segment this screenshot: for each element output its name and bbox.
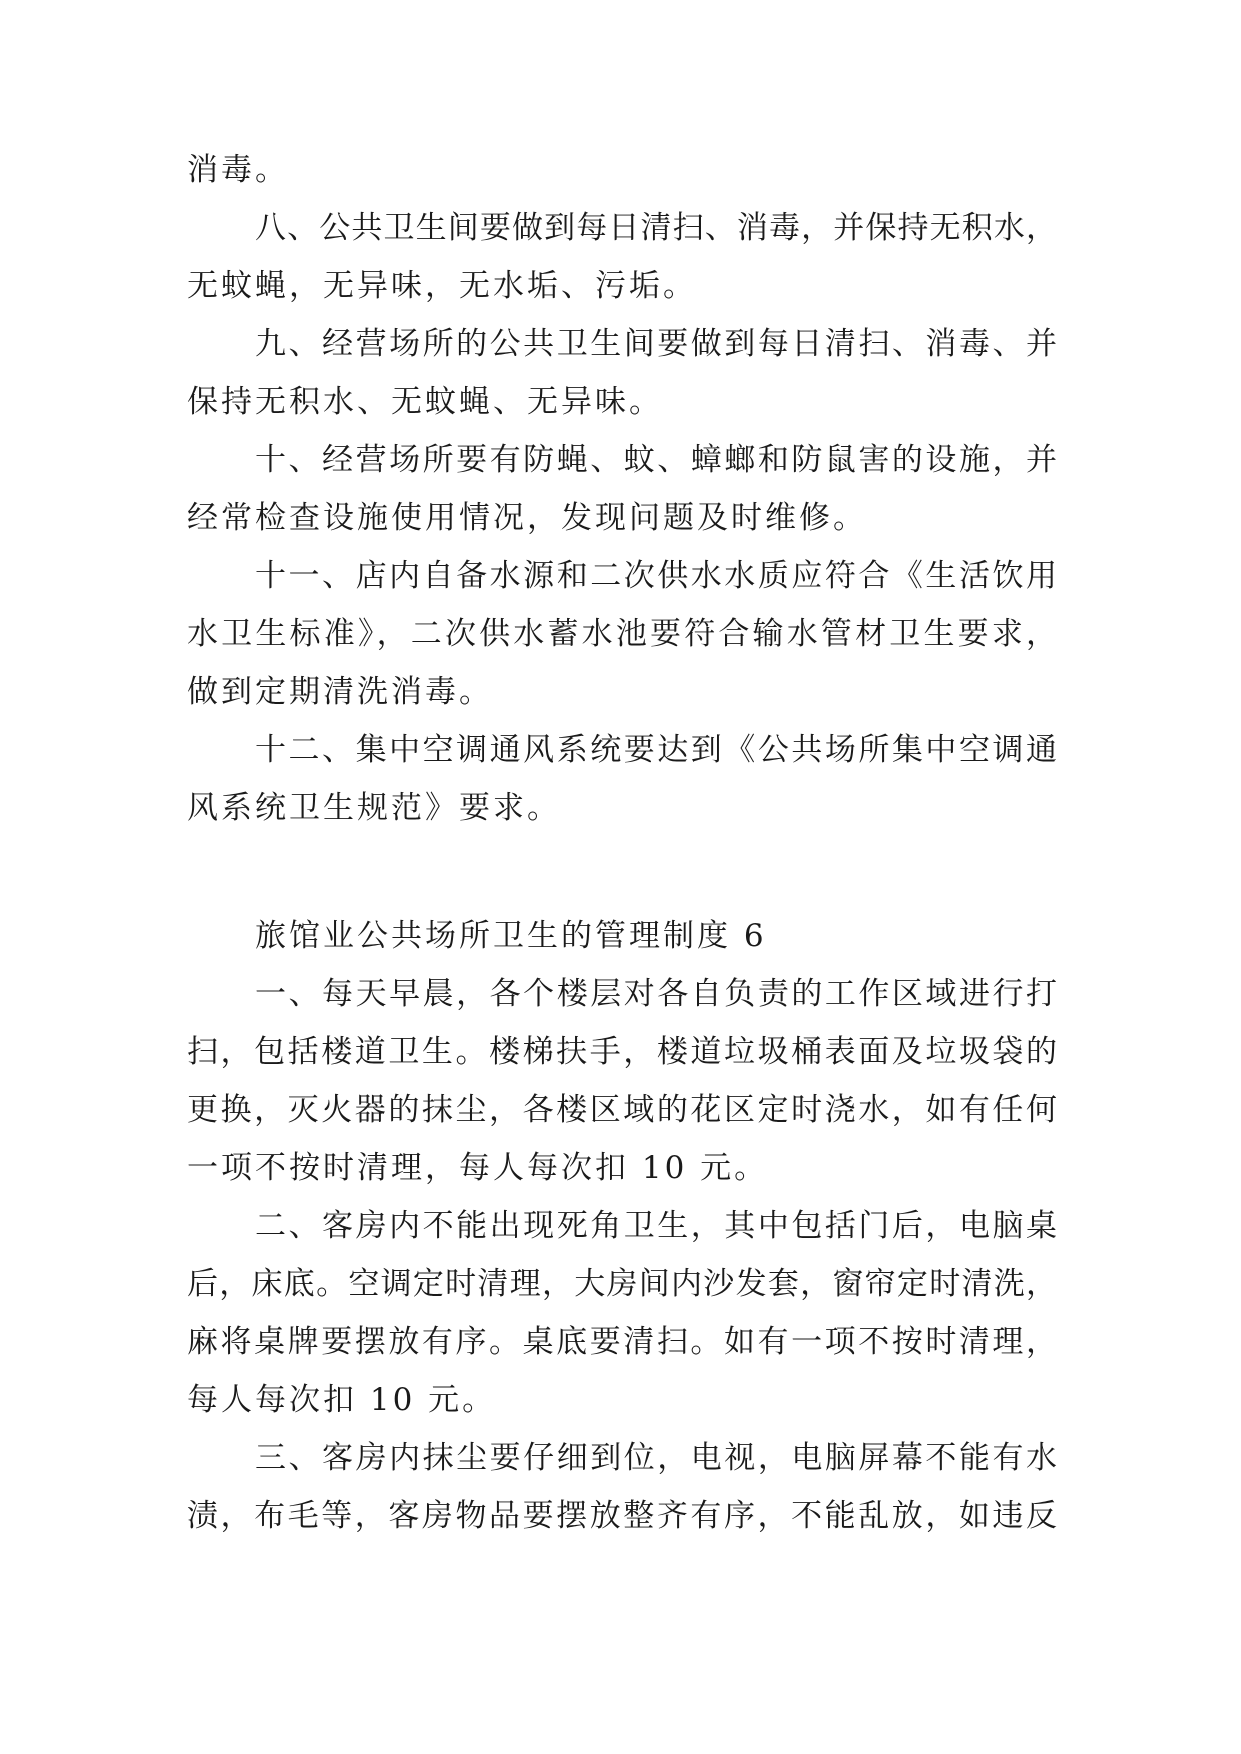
text-line: 八、公共卫生间要做到每日清扫、消毒，并保持无积水， [255, 210, 1057, 246]
text-line: 无蚊蝇，无异味，无水垢、污垢。 [187, 268, 697, 304]
text-line: 麻将桌牌要摆放有序。桌底要清扫。如有一项不按时清理， [187, 1324, 1057, 1360]
text-line: 扫，包括楼道卫生。楼梯扶手，楼道垃圾桶表面及垃圾袋的 [187, 1034, 1057, 1070]
text-line: 十二、集中空调通风系统要达到《公共场所集中空调通 [255, 732, 1057, 768]
text-line: 九、经营场所的公共卫生间要做到每日清扫、消毒、并 [255, 326, 1057, 362]
text-line: 十、经营场所要有防蝇、蚊、蟑螂和防鼠害的设施，并 [255, 442, 1057, 478]
text-line: 风系统卫生规范》要求。 [187, 790, 561, 826]
text-line: 三、客房内抹尘要仔细到位，电视，电脑屏幕不能有水 [255, 1440, 1057, 1476]
text-line: 更换，灭火器的抹尘，各楼区域的花区定时浇水，如有任何 [187, 1092, 1057, 1128]
text-line: 水卫生标准》，二次供水蓄水池要符合输水管材卫生要求， [187, 616, 1057, 652]
text-line: 二、客房内不能出现死角卫生，其中包括门后，电脑桌 [255, 1208, 1057, 1244]
text-line: 十一、店内自备水源和二次供水水质应符合《生活饮用 [255, 558, 1057, 594]
text-line: 保持无积水、无蚊蝇、无异味。 [187, 384, 663, 420]
text-line: 每人每次扣 10 元。 [187, 1382, 497, 1418]
text-line: 消毒。 [187, 152, 289, 188]
text-line: 经常检查设施使用情况，发现问题及时维修。 [187, 500, 867, 536]
text-line: 一项不按时清理，每人每次扣 10 元。 [187, 1150, 769, 1186]
text-line: 一、每天早晨，各个楼层对各自负责的工作区域进行打 [255, 976, 1057, 1012]
text-line: 渍，布毛等，客房物品要摆放整齐有序，不能乱放，如违反 [187, 1498, 1057, 1534]
text-line: 做到定期清洗消毒。 [187, 674, 493, 710]
text-line: 后，床底。空调定时清理，大房间内沙发套，窗帘定时清洗， [187, 1266, 1057, 1302]
section-heading: 旅馆业公共场所卫生的管理制度 6 [255, 918, 767, 954]
